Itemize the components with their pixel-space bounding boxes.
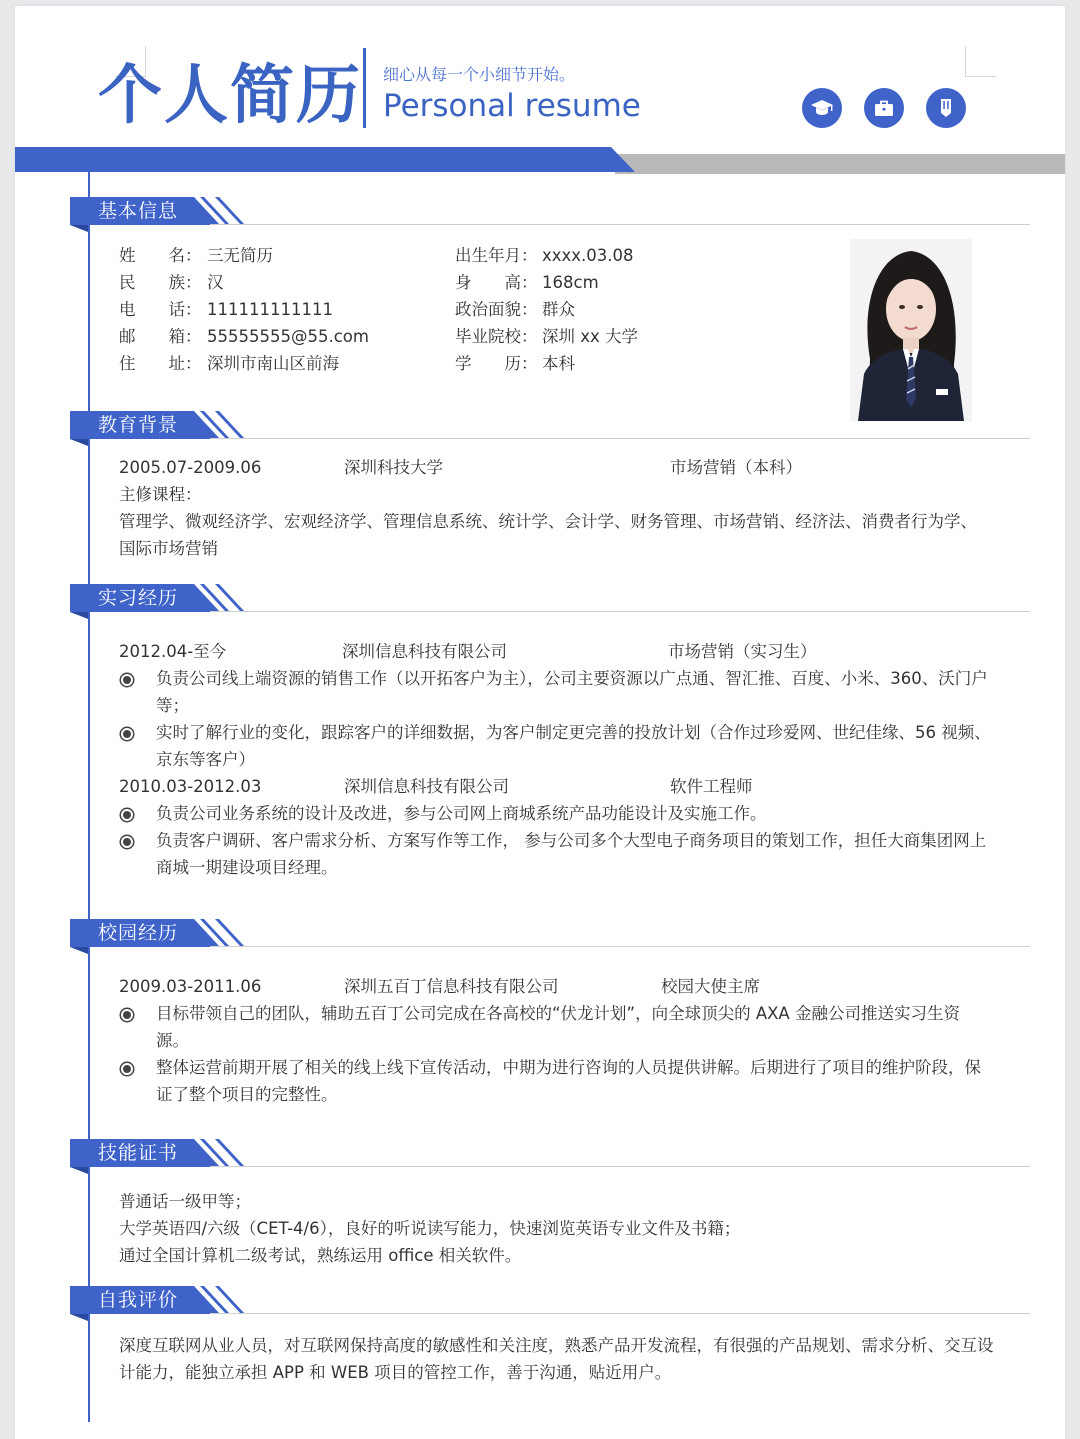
section-header-internship (70, 584, 1030, 616)
birth-value: xxxx.03.08 (542, 246, 634, 265)
political-value: 群众 (542, 300, 575, 319)
school-label: 毕业院校： (455, 327, 538, 346)
bookmark-icon (926, 88, 966, 128)
bullet-icon (121, 728, 133, 740)
job-company: 深圳信息科技有限公司 (344, 777, 509, 796)
birth-label: 出生年月： (455, 246, 538, 265)
job-point: 负责公司线上端资源的销售工作（以开拓客户为主），公司主要资源以广点通、智汇推、百度、小米、360、沃门户等； (156, 669, 988, 715)
campus-point: 整体运营前期开展了相关的线上线下宣传活动，中期为进行咨询的人员提供讲解。后期进行了项目的维护阶段，保证了整个项目的完整性。 (156, 1058, 981, 1104)
bullet-icon (121, 1009, 133, 1021)
degree-label: 学 历： (455, 354, 538, 373)
resume-title-cn: 个人简历 (98, 58, 362, 133)
section-header-self-eval (70, 1286, 1030, 1318)
address-value: 深圳市南山区前海 (207, 354, 339, 373)
school-value: 深圳 xx 大学 (542, 327, 639, 346)
courses-text: 管理学、微观经济学、宏观经济学、管理信息系统、统计学、会计学、财务管理、市场营销、经济法、消费者行为学、国际市场营销 (119, 512, 977, 558)
section-title: 实习经历 (98, 587, 179, 609)
phone-label: 电 话： (119, 300, 202, 319)
email-value: 55555555@55.com (207, 327, 369, 346)
skill-line: 通过全国计算机二级考试，熟练运用 office 相关软件。 (119, 1246, 522, 1265)
education-major: 市场营销（本科） (670, 458, 802, 477)
job-company: 深圳信息科技有限公司 (342, 642, 507, 661)
resume-title-en: Personal resume (383, 88, 641, 124)
height-label: 身 高： (455, 273, 538, 292)
job-point: 负责客户调研、客户需求分析、方案写作等工作， 参与公司多个大型电子商务项目的策划工作，担任大商集团网上商城一期建设项目经理。 (156, 831, 987, 877)
job-point: 负责公司业务系统的设计及改进，参与公司网上商城系统产品功能设计及实施工作。 (156, 804, 767, 823)
timeline-line (88, 172, 90, 1422)
self-eval-text: 深度互联网从业人员，对互联网保持高度的敏感性和关注度，熟悉产品开发流程，有很强的产品规划、需求分析、交互设计能力，能独立承担 APP 和 WEB 项目的管控工作，善于沟通，贴近用户。 (119, 1336, 994, 1382)
height-value: 168cm (542, 273, 599, 292)
email-label: 邮 箱： (119, 327, 202, 346)
name-label: 姓 名： (119, 246, 202, 265)
bullet-icon (121, 674, 133, 686)
slogan: 细心从每一个小细节开始。 (383, 65, 576, 84)
job-point: 实时了解行业的变化，跟踪客户的详细数据，为客户制定更完善的投放计划（合作过珍爱网、世纪佳缘、56 视频、京东等客户） (156, 723, 991, 769)
section-title: 校园经历 (98, 922, 179, 944)
skill-line: 普通话一级甲等； (119, 1192, 251, 1211)
section-title: 技能证书 (98, 1142, 179, 1164)
header-gray-band (615, 154, 1065, 174)
education-school: 深圳科技大学 (344, 458, 443, 477)
section-header-basic-info (70, 197, 1030, 229)
bullet-icon (121, 809, 133, 821)
section-header-education (70, 411, 1030, 443)
phone-value: 111111111111 (207, 300, 333, 319)
campus-period: 2009.03-2011.06 (119, 977, 262, 996)
profile-photo (850, 239, 972, 421)
job-role: 软件工程师 (670, 777, 753, 796)
campus-role: 校园大使主席 (661, 977, 760, 996)
job-period: 2010.03-2012.03 (119, 777, 262, 796)
name-value: 三无简历 (207, 246, 273, 265)
campus-point: 目标带领自己的团队，辅助五百丁公司完成在各高校的“伏龙计划”，向全球顶尖的 AXA 金融公司推送实习生资源。 (156, 1004, 960, 1050)
section-title: 自我评价 (98, 1289, 179, 1311)
title-divider (363, 48, 366, 128)
section-title: 基本信息 (98, 200, 179, 222)
bullet-icon (121, 1063, 133, 1075)
corner-mark (965, 46, 996, 77)
job-role: 市场营销（实习生） (668, 642, 817, 661)
section-header-skills (70, 1139, 1030, 1171)
section-header-campus (70, 919, 1030, 951)
header-blue-band (15, 147, 635, 172)
education-period: 2005.07-2009.06 (119, 458, 262, 477)
degree-value: 本科 (542, 354, 575, 373)
graduation-cap-icon (802, 88, 842, 128)
ethnicity-value: 汉 (207, 273, 224, 292)
address-label: 住 址： (119, 354, 202, 373)
political-label: 政治面貌： (455, 300, 538, 319)
courses-label: 主修课程： (119, 485, 202, 504)
briefcase-icon (864, 88, 904, 128)
skill-line: 大学英语四/六级（CET-4/6），良好的听说读写能力，快速浏览英语专业文件及书籍； (119, 1219, 741, 1238)
job-period: 2012.04-至今 (119, 642, 227, 661)
resume-page (15, 6, 1065, 1439)
bullet-icon (121, 836, 133, 848)
section-title: 教育背景 (98, 414, 179, 436)
campus-org: 深圳五百丁信息科技有限公司 (344, 977, 559, 996)
ethnicity-label: 民 族： (119, 273, 202, 292)
